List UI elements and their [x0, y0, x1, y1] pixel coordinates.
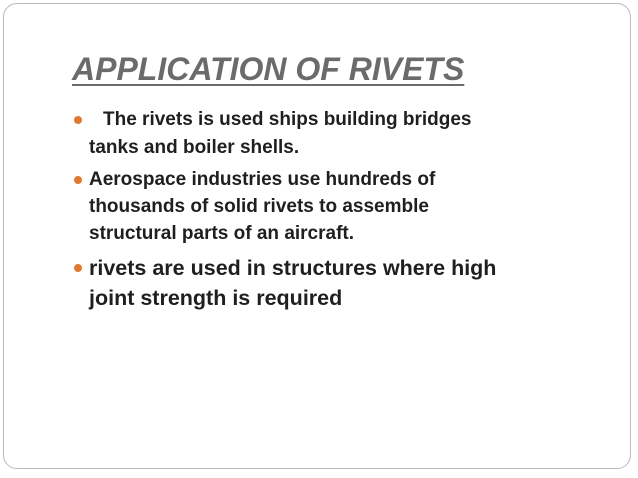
- bullet-line: Aerospace industries use hundreds of: [89, 169, 436, 190]
- slide-title: APPLICATION OF RIVETS: [72, 51, 465, 87]
- bullet-item: [72, 253, 592, 313]
- bullet-item: [72, 106, 592, 162]
- bullet-text: [89, 166, 592, 247]
- bullet-text-continuation: [89, 134, 592, 162]
- bullet-item: [72, 166, 592, 247]
- bullet-line: The rivets is used ships building bridges: [103, 109, 472, 130]
- bullet-line: thousands of solid rivets to assemble: [89, 196, 429, 217]
- bullet-dot-icon: [74, 176, 82, 184]
- bullet-line: tanks and boiler shells.: [89, 137, 300, 158]
- bullet-line: joint strength is required: [89, 286, 343, 310]
- bullet-list: [72, 106, 592, 313]
- bullet-dot-icon: [74, 116, 82, 124]
- bullet-text: [89, 253, 592, 313]
- bullet-dot-icon: [74, 264, 82, 272]
- bullet-line: rivets are used in structures where high: [89, 256, 497, 280]
- bullet-text: [89, 106, 592, 134]
- bullet-line: structural parts of an aircraft.: [89, 223, 355, 244]
